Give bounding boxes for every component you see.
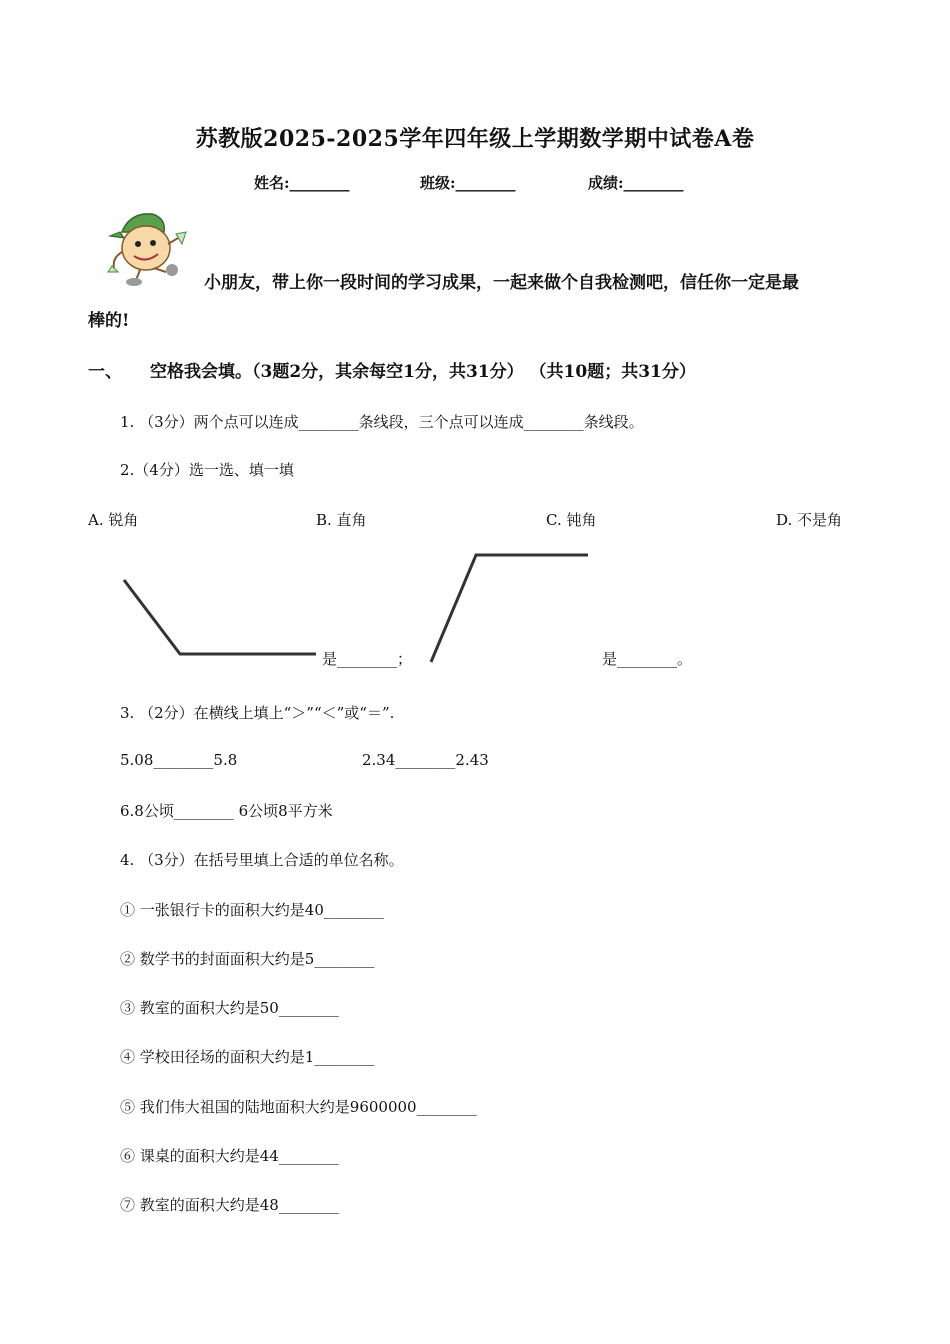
intro-line-2: 棒的! (88, 311, 130, 331)
q4-item: ⑤ 我们伟大祖国的陆地面积大约是9600000________ (120, 1098, 477, 1116)
question-3: 3. （2分）在横线上填上“＞”“＜”或“＝”. (120, 704, 395, 722)
option-d: D. 不是角 (776, 511, 843, 529)
open-angle-figure (431, 555, 588, 662)
q4-item: ⑥ 课桌的面积大约是44________ (120, 1147, 339, 1165)
intro-line-1: 小朋友，带上你一段时间的学习成果，一起来做个自我检测吧，信任你一定是最 (204, 273, 799, 293)
name-field: 姓名:________ (254, 174, 350, 192)
angle-blank-2: 是________。 (602, 650, 693, 668)
q4-item: ⑦ 教室的面积大约是48________ (120, 1196, 339, 1214)
option-b: B. 直角 (316, 511, 367, 529)
option-a: A. 锐角 (88, 511, 139, 529)
q3-item-a: 5.08________5.8 (120, 751, 238, 769)
section-text: 空格我会填。（3题2分，其余每空1分，共31分） （共10题；共31分） (150, 362, 696, 382)
section-heading (88, 357, 696, 382)
q4-item: ② 数学书的封面面积大约是5________ (120, 950, 375, 968)
question-4: 4. （3分）在括号里填上合适的单位名称。 (120, 851, 404, 869)
mascot-icon (108, 214, 186, 286)
class-field: 班级:________ (420, 174, 516, 192)
q4-item: ① 一张银行卡的面积大约是40________ (120, 901, 384, 919)
page-title: 苏教版2025-2025学年四年级上学期数学期中试卷A卷 (195, 126, 755, 152)
obtuse-angle-figure (124, 580, 316, 654)
q4-item: ④ 学校田径场的面积大约是1________ (120, 1048, 375, 1066)
question-2: 2.（4分）选一选、填一填 (120, 461, 294, 479)
score-field: 成绩:________ (588, 174, 684, 192)
question-1: 1. （3分）两个点可以连成________条线段，三个点可以连成________条线段。 (120, 413, 644, 431)
angle-blank-1: 是________； (322, 650, 413, 668)
option-c: C. 钝角 (546, 511, 597, 529)
section-number: 一、 (88, 362, 122, 382)
q3-item-b: 2.34________2.43 (362, 751, 489, 769)
q4-item: ③ 教室的面积大约是50________ (120, 999, 339, 1017)
q3-item-c: 6.8公顷________ 6公顷8平方米 (120, 802, 333, 820)
